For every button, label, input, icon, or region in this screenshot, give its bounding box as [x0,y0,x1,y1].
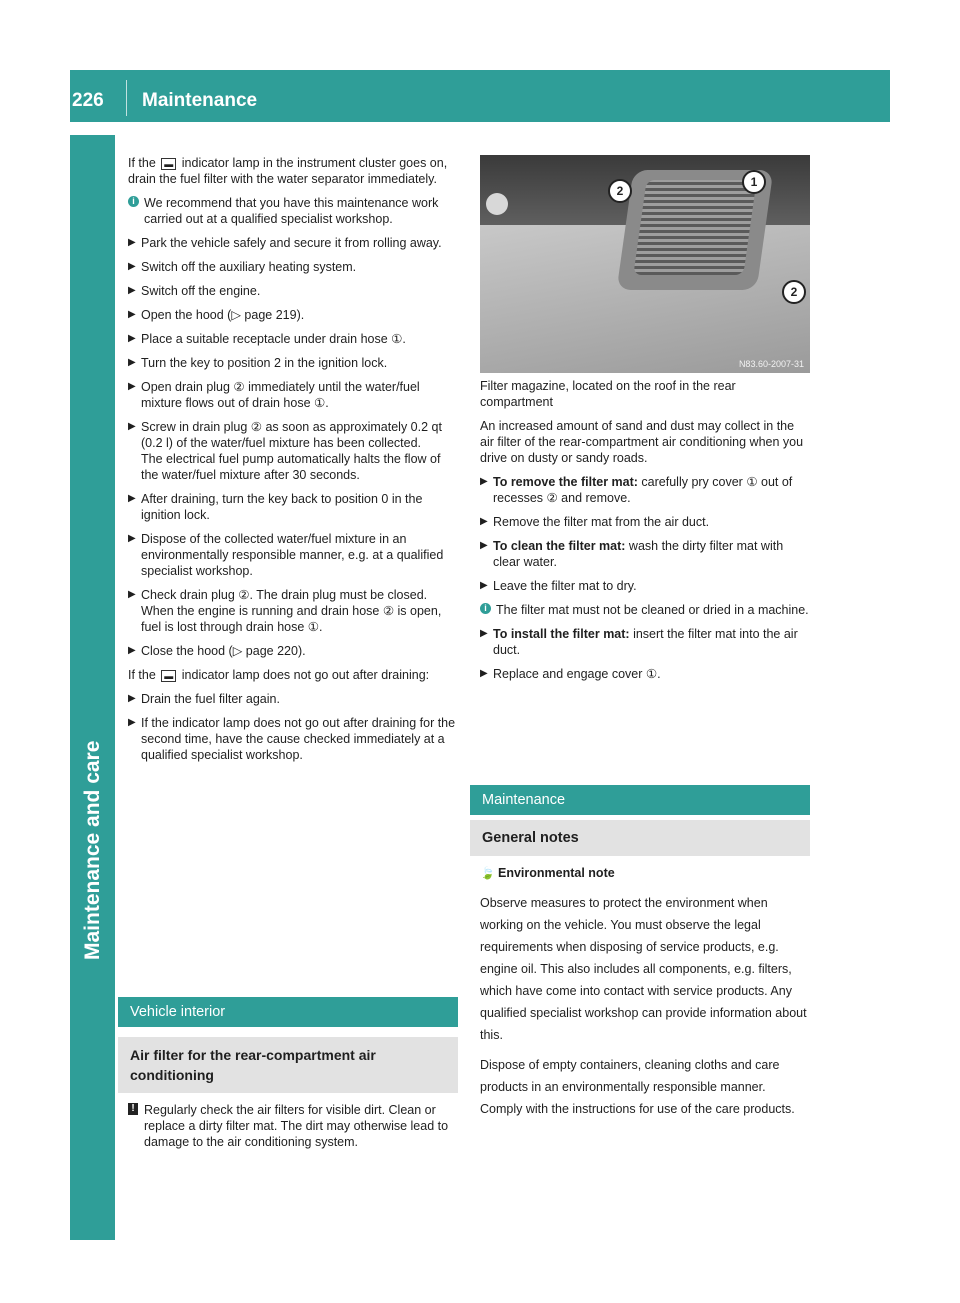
side-tab-label: Maintenance and care [81,740,104,960]
step-arrow-icon: ▶ [128,533,136,544]
filter-grille [633,180,756,275]
env-title-text: Environmental note [498,866,615,880]
side-tab [70,135,115,1240]
step [128,715,460,763]
step [128,491,460,523]
intro-text-b: indicator lamp in the instrument cluster goes on, drain the fuel filter with the water separator immediately. [128,156,448,186]
section-maintenance: Maintenance [470,785,810,815]
leaf-icon: 🍃 [480,866,495,880]
warning-block [128,1102,460,1158]
figure-caption: Filter magazine, located on the roof in the rear compartment [480,379,736,409]
step [480,514,810,530]
step-text: Park the vehicle safely and secure it from rolling away. [141,236,442,250]
warning-text: Regularly check the air filters for visible dirt. Clean or replace a dirty filter mat. The dirt may otherwise lead to damage to the air conditioning system. [144,1103,449,1149]
step-arrow-icon: ▶ [128,237,136,248]
step-arrow-icon: ▶ [128,645,136,656]
step-arrow-icon: ▶ [480,516,488,527]
right-column [480,378,810,690]
step [128,307,460,323]
step-text: wash the dirty filter mat with clear water. [493,539,784,569]
figure-code: N83.60-2007-31 [738,359,804,369]
step-bold-text: To clean the filter mat: [493,539,626,553]
intro-paragraph [128,155,460,187]
figure-knob [486,193,508,215]
step [480,626,810,658]
step-text: Switch off the auxiliary heating system. [141,260,357,274]
after-text-a: If the [128,668,156,682]
fuel-filter-lamp-icon: ▬ [161,158,176,170]
step-arrow-icon: ▶ [128,589,136,600]
step [480,666,810,682]
step-text: Open the hood (▷ page 219). [141,308,305,322]
callout-2a: 2 [608,179,632,203]
chapter-title: Maintenance [142,90,258,111]
step-arrow-icon: ▶ [128,261,136,272]
info-icon: i [480,603,491,614]
step-bold-text: To install the filter mat: [493,627,630,641]
step-text: After draining, turn the key back to position 0 in the ignition lock. [141,492,423,522]
step-arrow-icon: ▶ [480,668,488,679]
step-text: insert the filter mat into the air duct. [493,627,798,657]
step-text: Open drain plug ② immediately until the water/fuel mixture flows out of drain hose ①. [141,380,420,410]
step [128,331,460,347]
step [480,474,810,506]
step-text: Dispose of the collected water/fuel mixture in an environmentally responsible manner, e.g. at a qualified specialist workshop. [141,532,444,578]
left-column [128,155,460,771]
step-arrow-icon: ▶ [128,693,136,704]
page-number: 226 [72,90,104,111]
step [128,531,460,579]
step-text: Check drain plug ②. The drain plug must be closed. [141,588,428,602]
warning-note [128,1102,460,1150]
section-vehicle-interior: Vehicle interior [118,997,458,1027]
step-text: carefully pry cover ① out of recesses ② and remove. [493,475,793,505]
step-text: Screw in drain plug ② as soon as approximately 0.2 qt (0.2 l) of the water/fuel mixture has been collected. [141,420,442,450]
step [128,355,460,371]
step [128,235,460,251]
step-arrow-icon: ▶ [128,285,136,296]
step-extra-text: When the engine is running and drain hose ② is open, fuel is lost through drain hose ①. [141,604,442,634]
warning-icon: ! [128,1103,138,1115]
step [128,259,460,275]
step [128,419,460,483]
step [128,283,460,299]
after-draining-paragraph [128,667,460,683]
sand-paragraph: An increased amount of sand and dust may collect in the air filter of the rear-compartment air conditioning when you drive on dusty or sandy roads. [480,419,804,465]
step-text: Switch off the engine. [141,284,261,298]
callout-2b: 2 [782,280,806,304]
step [128,691,460,707]
step-arrow-icon: ▶ [480,580,488,591]
info-icon: i [128,196,139,207]
info-note [480,602,810,618]
step-arrow-icon: ▶ [128,421,136,432]
callout-1: 1 [742,170,766,194]
step-text: If the indicator lamp does not go out after draining for the second time, have the cause checked immediately at a qualified specialist workshop. [141,716,456,762]
environmental-note-title [480,862,810,884]
step-text: Turn the key to position 2 in the ignition lock. [141,356,388,370]
step-text: Place a suitable receptacle under drain hose ①. [141,332,406,346]
info-text: The filter mat must not be cleaned or dried in a machine. [496,603,809,617]
after-text-b: indicator lamp does not go out after draining: [181,668,430,682]
fuel-filter-lamp-icon: ▬ [161,670,176,682]
step-bold-text: To remove the filter mat: [493,475,638,489]
filter-figure [480,155,810,373]
step [128,643,460,659]
step-text: Remove the filter mat from the air duct. [493,515,710,529]
step-text: Close the hood (▷ page 220). [141,644,306,658]
step-arrow-icon: ▶ [128,381,136,392]
env-text-2: Dispose of empty containers, cleaning cloths and care products in an environmentally responsible manner. Comply with the instructions for use of the care products. [480,1058,795,1116]
step-arrow-icon: ▶ [480,476,488,487]
intro-text-a: If the [128,156,156,170]
header-divider [126,80,127,116]
step-extra-text: The electrical fuel pump automatically halts the flow of the water/fuel mixture after 30 seconds. [141,452,441,482]
info-note [128,195,460,227]
step-arrow-icon: ▶ [128,493,136,504]
step-arrow-icon: ▶ [128,309,136,320]
step-arrow-icon: ▶ [128,333,136,344]
step [128,379,460,411]
step [128,587,460,635]
step-arrow-icon: ▶ [480,540,488,551]
step-text: Replace and engage cover ①. [493,667,661,681]
step-arrow-icon: ▶ [128,357,136,368]
step [480,538,810,570]
subsection-general-notes: General notes [470,820,810,856]
env-text-1: Observe measures to protect the environment when working on the vehicle. You must observe the legal requirements when disposing of service products, e.g. engine oil. This also includes all components, e.g. filters, which have come into contact with service products. Any qualified specialist workshop can provide information about this. [480,896,807,1042]
info-text: We recommend that you have this maintenance work carried out at a qualified specialist workshop. [144,196,439,226]
step-arrow-icon: ▶ [128,717,136,728]
step [480,578,810,594]
subsection-air-filter: Air filter for the rear-compartment air conditioning [118,1037,458,1093]
step-text: Drain the fuel filter again. [141,692,280,706]
environmental-note [480,862,810,1128]
step-arrow-icon: ▶ [480,628,488,639]
step-text: Leave the filter mat to dry. [493,579,637,593]
